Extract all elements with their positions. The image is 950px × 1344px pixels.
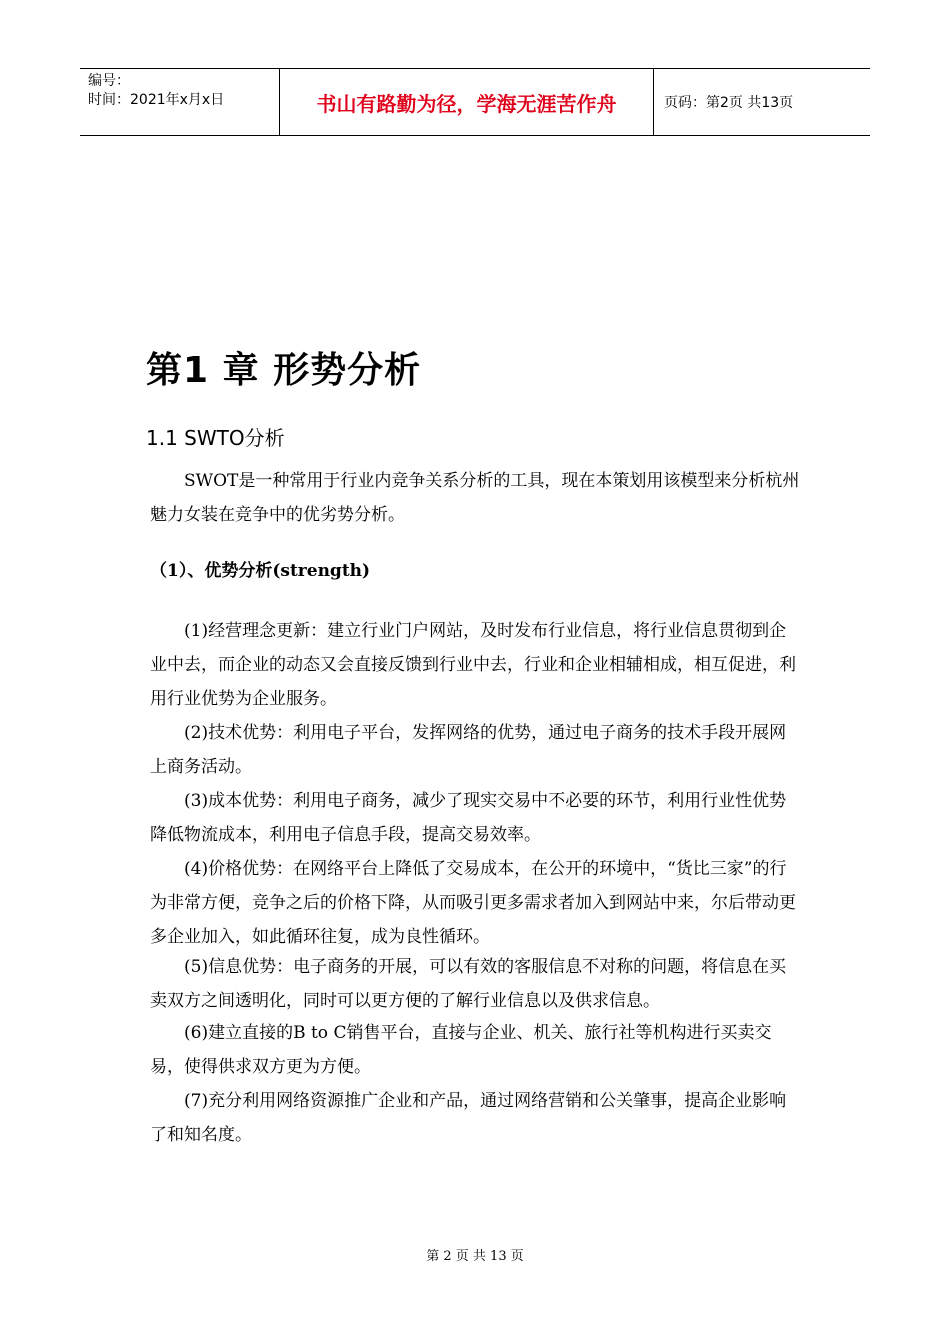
number-label: 编号： [88, 73, 130, 89]
chapter-title: 第1 章 形势分析 [146, 350, 422, 391]
time-label: 时间：2021年x月x日 [88, 92, 225, 108]
section-title: 1.1 SWTO分析 [146, 426, 285, 450]
header-meta [80, 69, 280, 135]
list-item: (4)价格优势：在网络平台上降低了交易成本，在公开的环境中，“货比三家”的行为非常方便，竞争之后的价格下降，从而吸引更多需求者加入到网站中来，尔后带动更多企业加入，如此循环往复，成为良性循环。 [150, 859, 796, 947]
list-item: (7)充分利用网络资源推广企业和产品，通过网络营销和公关肇事，提高企业影响了和知名度。 [150, 1091, 787, 1145]
subheading-strength: （1）、优势分析(strength) [150, 561, 371, 581]
header-motto: 书山有路勤为径，学海无涯苦作舟 [280, 69, 654, 135]
intro-paragraph: SWOT是一种常用于行业内竞争关系分析的工具，现在本策划用该模型来分析杭州魅力女装在竞争中的优劣势分析。 [150, 471, 800, 525]
list-item: (1)经营理念更新：建立行业门户网站，及时发布行业信息，将行业信息贯彻到企业中去，而企业的动态又会直接反馈到行业中去，行业和企业相辅相成，相互促进，利用行业优势为企业服务。 [150, 621, 796, 709]
page-header [80, 68, 870, 136]
page-footer: 第 2 页 共 13 页 [426, 1249, 524, 1264]
list-item: (3)成本优势：利用电子商务，减少了现实交易中不必要的环节，利用行业性优势降低物流成本，利用电子信息手段，提高交易效率。 [150, 791, 787, 845]
list-item: (6)建立直接的B to C销售平台，直接与企业、机关、旅行社等机构进行买卖交易，使得供求双方更为方便。 [150, 1023, 772, 1077]
list-item: (5)信息优势：电子商务的开展，可以有效的客服信息不对称的问题，将信息在买卖双方之间透明化，同时可以更方便的了解行业信息以及供求信息。 [150, 957, 787, 1011]
list-item: (2)技术优势：利用电子平台，发挥网络的优势，通过电子商务的技术手段开展网上商务活动。 [150, 723, 787, 777]
header-page-info: 页码：第2页 共13页 [664, 95, 794, 111]
